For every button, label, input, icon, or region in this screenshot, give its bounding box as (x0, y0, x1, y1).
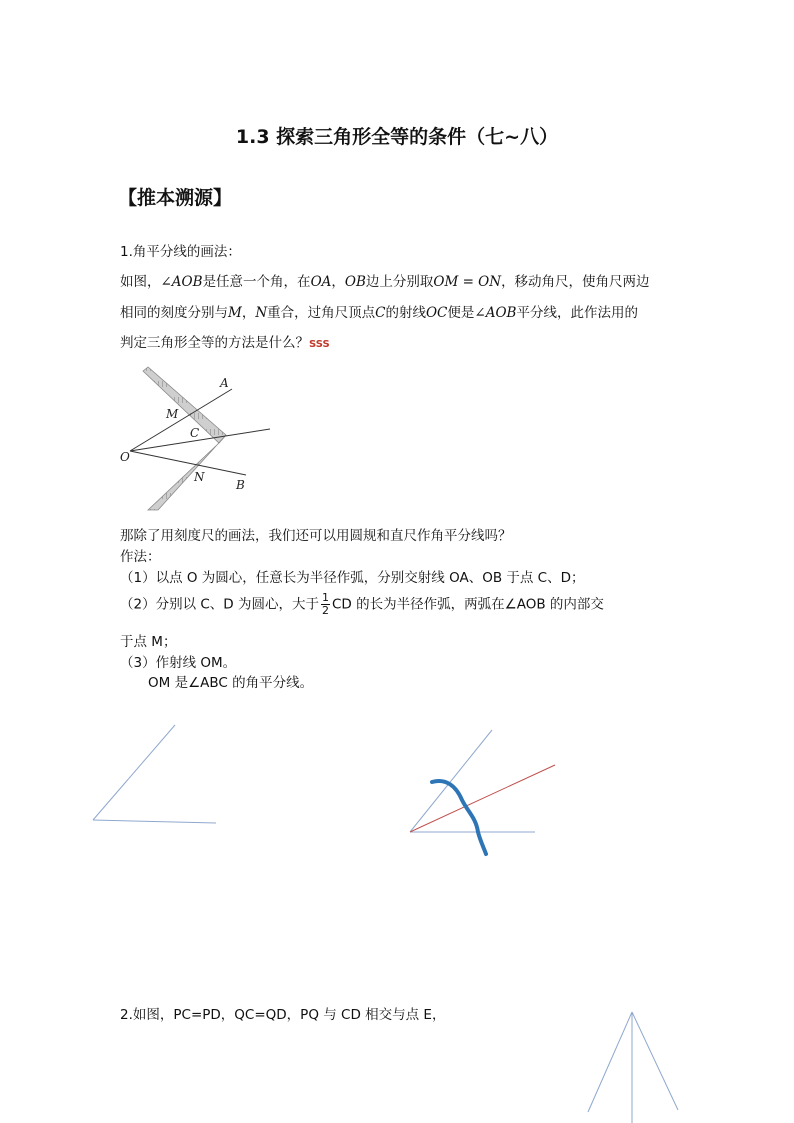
fraction-half: $\frac{1}{2}$ (322, 591, 329, 617)
label-o: O (120, 450, 130, 464)
label-a: A (220, 376, 229, 390)
method-label: 作法： (120, 549, 161, 565)
label-n: N (194, 470, 205, 484)
answer-text: SSS (309, 339, 330, 350)
q1-line2: 相同的刻度分别与M，N重合，过角尺顶点C的射线OC便是∠AOB平分线，此作法用的 (120, 305, 638, 321)
q1-line3: 判定三角形全等的方法是什么？SSS (120, 335, 330, 351)
label-m: M (166, 407, 179, 421)
q1-heading: 1.角平分线的画法： (120, 244, 241, 260)
section-heading: 【推本溯源】 (118, 187, 233, 209)
step-2-continued: 于点 M； (120, 634, 177, 650)
conclusion: OM 是∠ABC 的角平分线。 (148, 675, 314, 691)
step-1: （1）以点 O 为圆心，任意长为半径作弧，分别交射线 OA、OB 于点 C、D； (120, 570, 585, 586)
q1-line1: 如图，∠AOB是任意一个角，在OA，OB边上分别取OM = ON，移动角尺，使角尺两边 (120, 274, 650, 290)
label-c: C (190, 426, 200, 440)
label-b: B (236, 478, 245, 492)
q2-text: 2.如图，PC=PD，QC=QD，PQ 与 CD 相交与点 E， (120, 1007, 446, 1023)
construction-question: 那除了用刻度尺的画法，我们还可以用圆规和直尺作角平分线吗？ (120, 528, 512, 544)
step-3: （3）作射线 OM。 (120, 655, 237, 671)
page-title: 1.3 探索三角形全等的条件（七~八） (235, 126, 559, 148)
step-2: （2）分别以 C、D 为圆心，大于 $\frac{1}{2}$ CD 的长为半径作弧，两弧在∠AOB 的内部交 (120, 591, 604, 617)
